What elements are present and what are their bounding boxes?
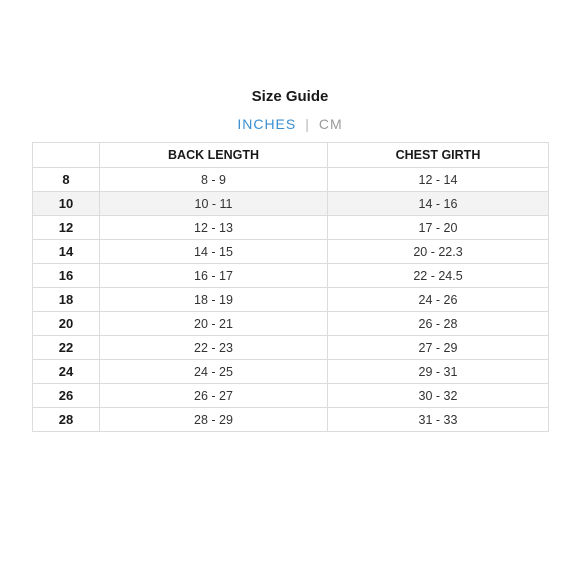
chest-girth-cell: 26 - 28 — [328, 312, 549, 336]
table-row — [33, 192, 549, 216]
unit-tab-cm[interactable]: CM — [318, 116, 343, 132]
size-cell: 14 — [33, 240, 100, 264]
back-length-cell: 8 - 9 — [100, 168, 328, 192]
table-row — [33, 408, 549, 432]
size-cell: 22 — [33, 336, 100, 360]
back-length-cell: 12 - 13 — [100, 216, 328, 240]
table-row — [33, 312, 549, 336]
chest-girth-cell: 27 - 29 — [328, 336, 549, 360]
table-row — [33, 168, 549, 192]
chest-girth-cell: 29 - 31 — [328, 360, 549, 384]
unit-separator: | — [305, 116, 310, 132]
chest-girth-cell: 30 - 32 — [328, 384, 549, 408]
back-length-cell: 18 - 19 — [100, 288, 328, 312]
size-cell: 12 — [33, 216, 100, 240]
back-length-cell: 10 - 11 — [100, 192, 328, 216]
header-chest-girth: CHEST GIRTH — [328, 143, 549, 168]
table-row — [33, 240, 549, 264]
size-cell: 10 — [33, 192, 100, 216]
back-length-cell: 20 - 21 — [100, 312, 328, 336]
chest-girth-cell: 24 - 26 — [328, 288, 549, 312]
table-row — [33, 288, 549, 312]
back-length-cell: 28 - 29 — [100, 408, 328, 432]
chest-girth-cell: 14 - 16 — [328, 192, 549, 216]
header-back-length: BACK LENGTH — [100, 143, 328, 168]
size-cell: 24 — [33, 360, 100, 384]
table-row — [33, 336, 549, 360]
table-row — [33, 384, 549, 408]
chest-girth-cell: 22 - 24.5 — [328, 264, 549, 288]
chest-girth-cell: 31 - 33 — [328, 408, 549, 432]
size-cell: 26 — [33, 384, 100, 408]
chest-girth-cell: 12 - 14 — [328, 168, 549, 192]
back-length-cell: 26 - 27 — [100, 384, 328, 408]
size-cell: 8 — [33, 168, 100, 192]
back-length-cell: 14 - 15 — [100, 240, 328, 264]
table-row — [33, 264, 549, 288]
header-size — [33, 143, 100, 168]
back-length-cell: 22 - 23 — [100, 336, 328, 360]
size-cell: 28 — [33, 408, 100, 432]
table-row — [33, 360, 549, 384]
chest-girth-cell: 17 - 20 — [328, 216, 549, 240]
table-row — [33, 216, 549, 240]
unit-tab-inches[interactable]: INCHES — [237, 116, 297, 132]
size-table — [32, 142, 549, 432]
table-header-row — [33, 143, 549, 168]
back-length-cell: 24 - 25 — [100, 360, 328, 384]
size-cell: 20 — [33, 312, 100, 336]
unit-toggle — [0, 116, 580, 132]
page-title: Size Guide — [251, 88, 329, 105]
size-cell: 16 — [33, 264, 100, 288]
size-cell: 18 — [33, 288, 100, 312]
chest-girth-cell: 20 - 22.3 — [328, 240, 549, 264]
table-body — [33, 168, 549, 432]
back-length-cell: 16 - 17 — [100, 264, 328, 288]
